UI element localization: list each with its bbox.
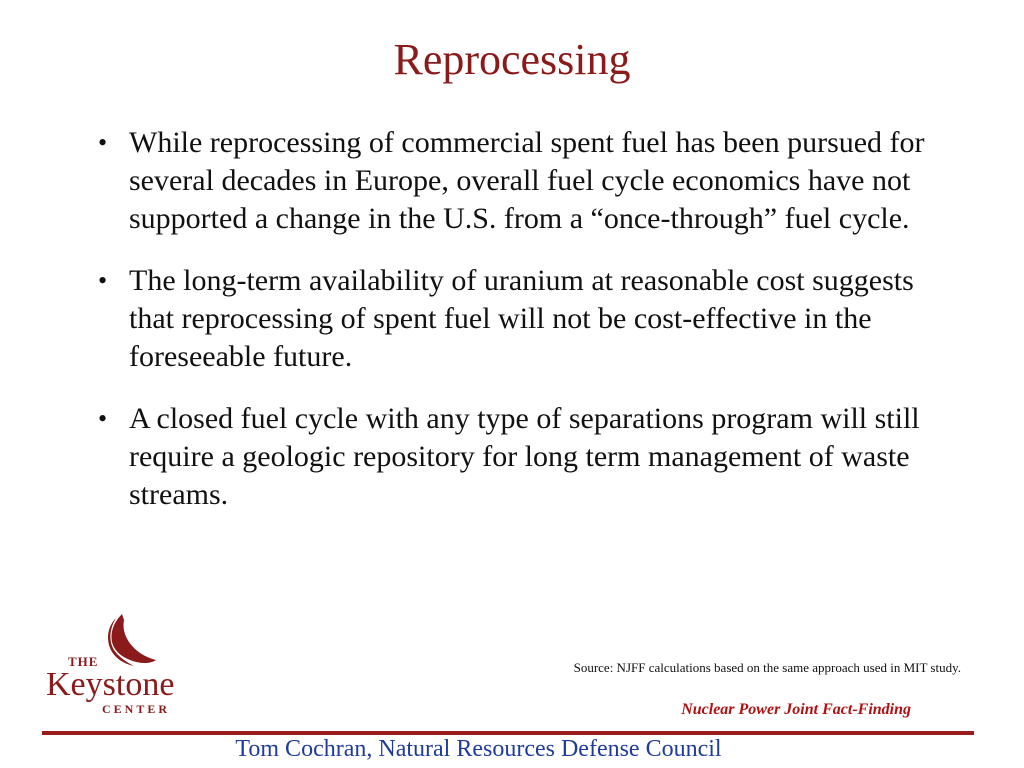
bullet-text: While reprocessing of commercial spent fuel has been pursued for several decades in Europe, overall fuel cycle economics have not supported a change in the U.S. from a “once-through” fuel cycle. — [129, 126, 925, 235]
presenter-name: Tom Cochran, Natural Resources Defense Council — [235, 736, 722, 762]
bullet-item — [98, 262, 958, 376]
bullet-item — [98, 400, 958, 514]
bullet-item — [98, 124, 958, 238]
logo-the-text: THE — [68, 654, 99, 669]
bullet-marker: • — [98, 404, 108, 433]
source-note: Source: NJFF calculations based on the same approach used in MIT study. — [573, 660, 961, 675]
bullet-marker: • — [98, 266, 108, 295]
footer-title: Nuclear Power Joint Fact-Finding — [681, 701, 911, 718]
bullet-text: The long-term availability of uranium at reasonable cost suggests that reprocessing of spent fuel will not be cost-effective in the foreseeable future. — [129, 264, 914, 373]
logo-name-text: Keystone — [46, 666, 175, 703]
bullet-marker: • — [98, 128, 108, 157]
slide-title: Reprocessing — [393, 35, 631, 84]
bullet-list — [98, 124, 958, 538]
logo-center-text: CENTER — [102, 702, 171, 716]
bullet-text: A closed fuel cycle with any type of separations program will still require a geologic repository for long term management of waste streams. — [129, 402, 920, 511]
